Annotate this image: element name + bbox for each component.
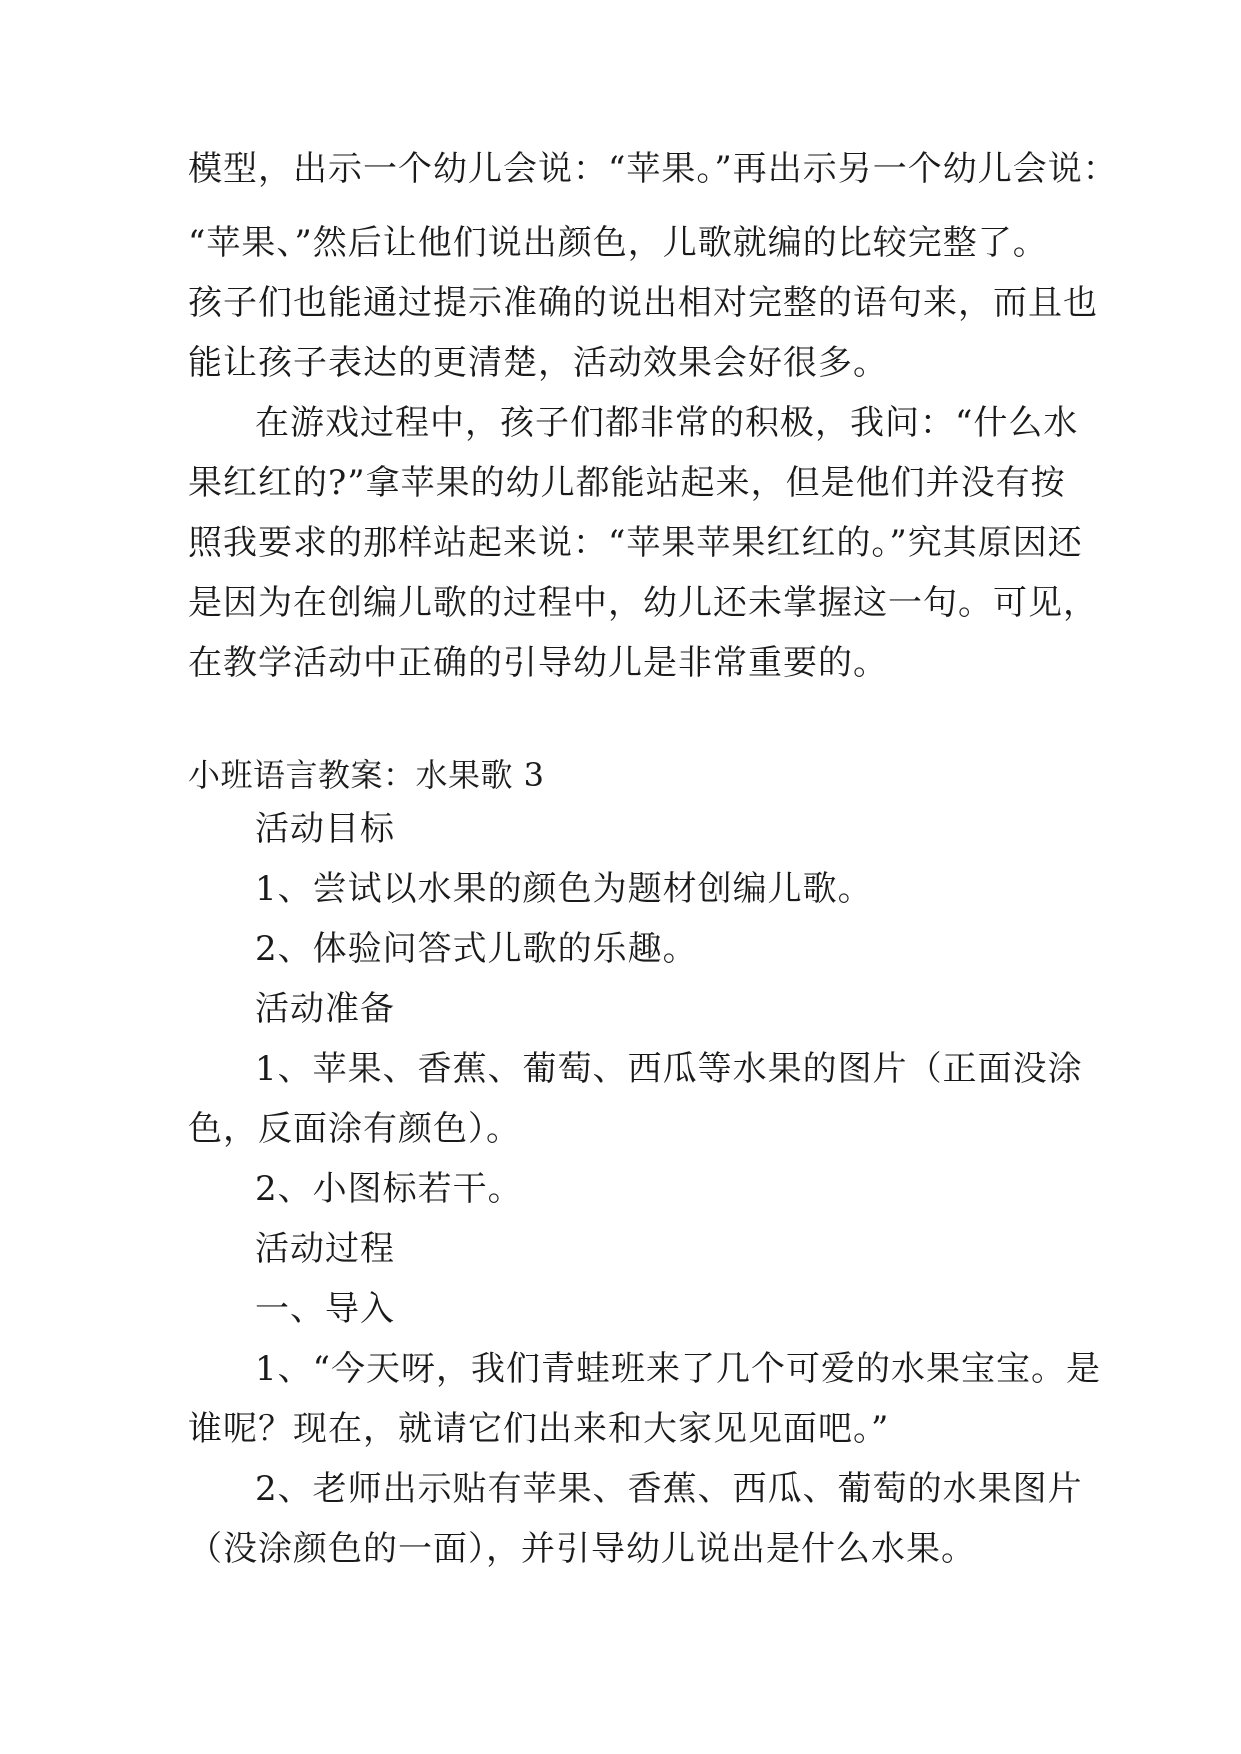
paragraph-line: 在教学活动中正确的引导幼儿是非常重要的。 bbox=[188, 643, 888, 683]
prep-item: 1、苹果、香蕉、葡萄、西瓜等水果的图片（正面没涂 bbox=[255, 1049, 1083, 1089]
paragraph-line: 在游戏过程中，孩子们都非常的积极，我问：“什么水 bbox=[255, 403, 1079, 443]
goal-item: 2、体验问答式儿歌的乐趣。 bbox=[255, 929, 698, 969]
prep-heading: 活动准备 bbox=[255, 989, 395, 1029]
paragraph-line: 孩子们也能通过提示准确的说出相对完整的语句来，而且也 bbox=[188, 283, 1098, 323]
process-heading: 活动过程 bbox=[255, 1229, 395, 1269]
prep-item-continued: 色，反面涂有颜色）。 bbox=[188, 1109, 521, 1149]
step-item: 1、“今天呀，我们青蛙班来了几个可爱的水果宝宝。是 bbox=[255, 1349, 1102, 1389]
paragraph-line: 照我要求的那样站起来说：“苹果苹果红红的。”究其原因还 bbox=[188, 523, 1083, 563]
paragraph-line: 果红红的?”拿苹果的幼儿都能站起来，但是他们并没有按 bbox=[188, 463, 1066, 503]
step-item: 2、老师出示贴有苹果、香蕉、西瓜、葡萄的水果图片 bbox=[255, 1469, 1083, 1509]
prep-item: 2、小图标若干。 bbox=[255, 1169, 523, 1209]
paragraph-line: 能让孩子表达的更清楚，活动效果会好很多。 bbox=[188, 343, 888, 383]
paragraph-line: “苹果、”然后让他们说出颜色，儿歌就编的比较完整了。 bbox=[188, 223, 1048, 263]
paragraph-line: 是因为在创编儿歌的过程中，幼儿还未掌握这一句。可见， bbox=[188, 583, 1098, 623]
goals-heading: 活动目标 bbox=[255, 809, 395, 849]
goal-item: 1、尝试以水果的颜色为题材创编儿歌。 bbox=[255, 869, 873, 909]
paragraph-line: 模型，出示一个幼儿会说：“苹果。”再出示另一个幼儿会说： bbox=[188, 149, 1118, 189]
step-item-continued: （没涂颜色的一面），并引导幼儿说出是什么水果。 bbox=[188, 1529, 976, 1569]
step-item-continued: 谁呢？现在，就请它们出来和大家见见面吧。” bbox=[188, 1409, 890, 1449]
intro-heading: 一、导入 bbox=[255, 1289, 395, 1329]
section-title: 小班语言教案：水果歌 3 bbox=[188, 756, 545, 794]
